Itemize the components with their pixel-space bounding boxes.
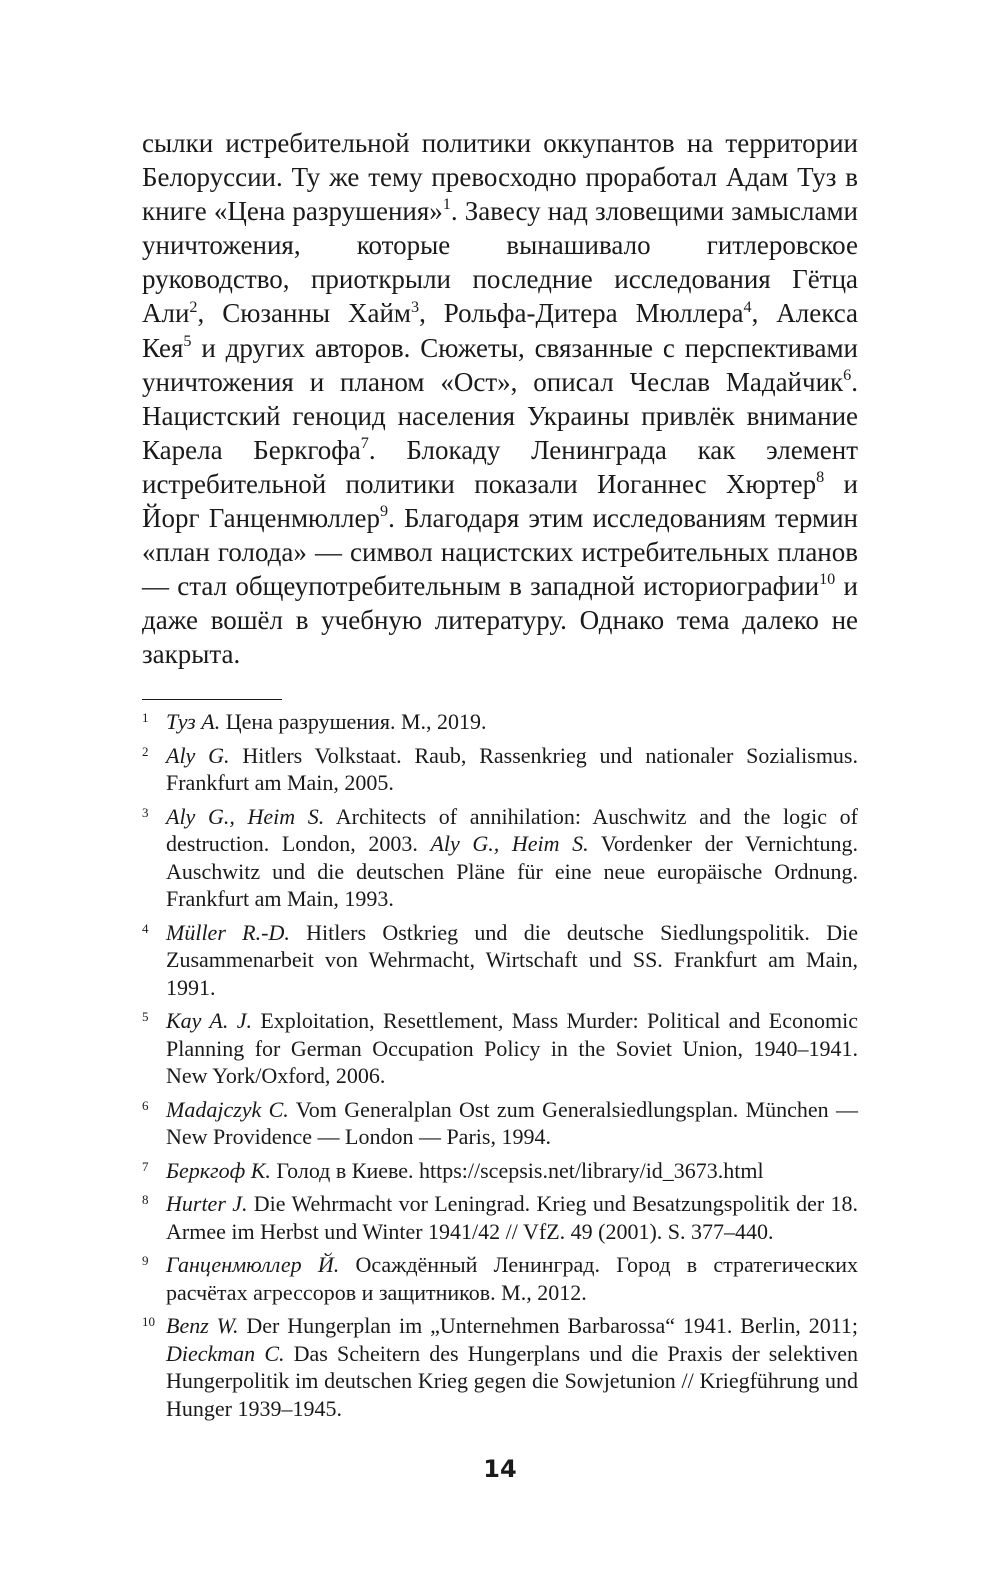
footnote-author: Ганценмюллер Й.	[166, 1252, 340, 1277]
footnote-author: Беркгоф К.	[166, 1157, 271, 1183]
footnote-ref[interactable]: 10	[819, 570, 836, 589]
footnote-7	[142, 1157, 858, 1185]
footnote-author: Hurter J.	[166, 1191, 248, 1216]
footnote-author: Dieckman C.	[166, 1340, 285, 1366]
footnote-number: 10	[142, 1314, 155, 1329]
footnote-text	[166, 1157, 858, 1185]
footnote-3	[142, 803, 858, 913]
footnote-1	[142, 708, 858, 736]
footnote-text: Benz W. Der Hungerplan im „Unternehmen Barbarossa“ 1941. Berlin, 2011; Dieckman C. Das Scheitern des Hungerplans und die Praxis der selektiven Hungerpolitik im deutschen Krieg gegen die Sowjetunion // Kriegführung und Hunger 1939–1945.	[166, 1313, 858, 1421]
footnote-5	[142, 1007, 858, 1090]
body-text: и даже вошёл в учебную литературу. Однако тема далеко не закрыта.	[142, 571, 858, 670]
footnote-number: 6	[142, 1097, 149, 1113]
footnote-text: Aly G., Heim S. Architects of annihilation: Auschwitz and the logic of destruction. London, 2003. Aly G., Heim S. Vordenker der Vernichtung. Auschwitz und die deutschen Pläne für eine neue europäische Ordnung. Frankfurt am Main, 1993.	[166, 803, 859, 911]
footnote-ref[interactable]: 4	[743, 297, 752, 316]
footnote-ref[interactable]: 1	[442, 195, 451, 214]
footnote-ref[interactable]: 5	[183, 331, 192, 350]
footnote-author: Benz W.	[166, 1313, 239, 1338]
footnote-4	[142, 919, 858, 1002]
footnote-author: Aly G.	[166, 742, 230, 768]
body-text: . Нацистский геноцид населения Украины привлёк внимание Карела Беркгофа	[142, 366, 858, 465]
footnote-text: Ганценмюллер Й. Осаждённый Ленинград. Город в стратегических расчётах агрессоров и защитников. М., 2012.	[166, 1252, 859, 1305]
footnote-ref[interactable]: 9	[379, 502, 389, 521]
footnote-author: Madajczyk C.	[166, 1096, 289, 1122]
footnote-text: Hurter J. Die Wehrmacht vor Leningrad. Krieg und Besatzungspolitik der 18. Armee im Herbst und Winter 1941/42 // VfZ. 49 (2001). S. 377–440.	[166, 1191, 859, 1244]
footnote-text: Туз А. Цена разрушения. М., 2019.	[166, 709, 487, 734]
footnote-number: 5	[142, 1009, 149, 1024]
footnote-number: 7	[142, 1158, 149, 1174]
footnote-ref[interactable]: 2	[189, 297, 198, 316]
footnote-number: 9	[142, 1253, 149, 1268]
body-text: сылки истребительной политики оккупантов на территории Белоруссии. Ту же тему превосходно проработал Адам Туз в книге «Цена разрушения»	[142, 128, 858, 227]
footnote-text: Müller R.-D. Hitlers Ostkrieg und die deutsche Siedlungspolitik. Die Zusammenarbeit von Wehrmacht, Wirtschaft und SS. Frankfurt am Main, 1991.	[166, 919, 858, 1000]
page-content	[142, 126, 859, 1421]
footnote-author: Aly G., Heim S.	[166, 803, 325, 829]
body-text: и других авторов. Сюжеты, связанные с перспективами уничтожения и планом «Ост», описал Чеслав Мадайчик	[142, 332, 858, 397]
body-text: . Завесу над зловещими замыслами уничтожения, которые вынашивало гитлеровское руководство, приоткрыли последние исследования Гётца Али	[142, 196, 858, 329]
footnote-ref[interactable]: 8	[816, 468, 825, 487]
footnote-number: 1	[142, 710, 149, 725]
body-text: , Рольфа-Дитера Мюллера	[419, 298, 744, 329]
body-text: . Благодаря этим исследованиям термин «план голода» — символ нацистских истребительных планов — стал общеупотребительным в западной историографии	[142, 503, 858, 602]
footnote-author: Kay A. J.	[166, 1008, 252, 1033]
footnote-author: Туз А.	[166, 709, 221, 734]
footnote-text: Madajczyk C. Vom Generalplan Ost zum Generalsiedlungsplan. München — New Providence — London — Paris, 1994.	[166, 1096, 858, 1149]
footnote-author: Aly G., Heim S.	[430, 831, 589, 856]
footnotes-list	[142, 708, 858, 1428]
body-text: , Алекса Кея	[142, 298, 858, 363]
footnote-number: 4	[142, 920, 149, 936]
footnote-2	[142, 742, 858, 797]
footnote-text: Kay A. J. Exploitation, Resettlement, Mass Murder: Political and Economic Planning for German Occupation Policy in the Soviet Union, 1940–1941. New York/Oxford, 2006.	[166, 1008, 858, 1088]
footnote-number: 8	[142, 1192, 149, 1207]
footnote-author: Müller R.-D.	[166, 919, 290, 945]
body-text: . Блокаду Ленинграда как элемент истребительной политики показали Иоганнес Хюртер	[142, 434, 858, 499]
footnote-10	[142, 1312, 858, 1422]
footnote-text: Aly G. Hitlers Volkstaat. Raub, Rassenkrieg und nationaler Sozialismus. Frankfurt am Main, 2005.	[166, 742, 858, 795]
footnote-ref[interactable]: 3	[411, 297, 420, 316]
footnote-6	[142, 1096, 858, 1151]
body-text: и Йорг Ганценмюллер	[142, 468, 858, 534]
footnote-number: 2	[142, 743, 149, 759]
footnote-8	[142, 1190, 858, 1245]
footnote-ref[interactable]: 7	[360, 434, 369, 453]
body-paragraph	[142, 126, 858, 672]
footnote-ref[interactable]: 6	[843, 365, 852, 384]
page-number: 14	[483, 1455, 517, 1483]
footnote-link[interactable]: Голод в Киеве. https://scepsis.net/library/id_3673.html	[270, 1157, 764, 1183]
footnote-9	[142, 1251, 858, 1306]
footnote-number: 3	[142, 804, 149, 820]
body-text: , Сюзанны Хайм	[197, 298, 412, 329]
footnote-divider	[142, 699, 282, 700]
